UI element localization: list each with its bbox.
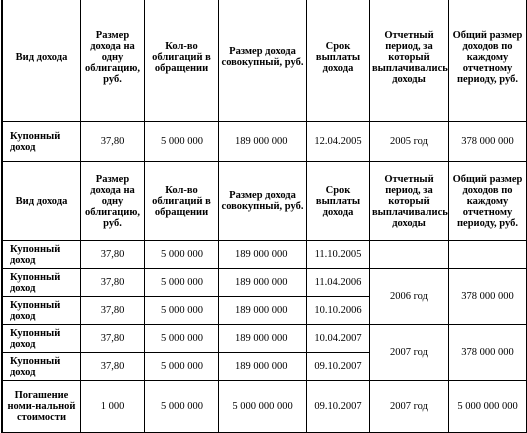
total-income-cell: 5 000 000 000 <box>219 381 307 433</box>
table-row <box>3 122 527 162</box>
income-type-cell: Погашение номи-нальной стоимости <box>3 381 81 433</box>
payment-date-cell: 10.10.2006 <box>307 297 370 325</box>
reporting-period-cell: 2007 год <box>370 325 449 381</box>
per-bond-cell: 37,80 <box>81 269 145 297</box>
header-period-total: Общий размер доходов по каждому отчетному периоду, руб. <box>449 0 527 122</box>
bond-count-cell: 5 000 000 <box>145 241 219 269</box>
per-bond-cell: 37,80 <box>81 122 145 162</box>
total-income-cell: 189 000 000 <box>219 122 307 162</box>
header-per-bond: Размер дохода на одну облигацию, руб. <box>81 0 145 122</box>
header-reporting-period: Отчетный период, за который выплачивались доходы <box>370 162 449 241</box>
header-total-income: Размер дохода совокупный, руб. <box>219 0 307 122</box>
reporting-period-cell: 2007 год <box>370 381 449 433</box>
header-payment-date: Срок выплаты дохода <box>307 162 370 241</box>
reporting-period-cell <box>370 241 449 269</box>
bond-count-cell: 5 000 000 <box>145 381 219 433</box>
payment-date-cell: 11.10.2005 <box>307 241 370 269</box>
income-type-cell: Купонный доход <box>3 353 81 381</box>
header-income-type: Вид дохода <box>3 0 81 122</box>
header-reporting-period: Отчетный период, за который выплачивались доходы <box>370 0 449 122</box>
payment-date-cell: 09.10.2007 <box>307 353 370 381</box>
income-type-cell: Купонный доход <box>3 241 81 269</box>
per-bond-cell: 37,80 <box>81 353 145 381</box>
header-payment-date: Срок выплаты дохода <box>307 0 370 122</box>
payment-date-cell: 09.10.2007 <box>307 381 370 433</box>
income-type-cell: Купонный доход <box>3 297 81 325</box>
table-header-row <box>3 0 527 122</box>
header-per-bond: Размер дохода на одну облигацию, руб. <box>81 162 145 241</box>
header-period-total: Общий размер доходов по каждому отчетному периоду, руб. <box>449 162 527 241</box>
bond-count-cell: 5 000 000 <box>145 353 219 381</box>
table-row <box>3 381 527 433</box>
period-total-cell: 5 000 000 000 <box>449 381 527 433</box>
period-total-cell: 378 000 000 <box>449 325 527 381</box>
per-bond-cell: 37,80 <box>81 297 145 325</box>
payment-date-cell: 12.04.2005 <box>307 122 370 162</box>
total-income-cell: 189 000 000 <box>219 241 307 269</box>
bond-count-cell: 5 000 000 <box>145 297 219 325</box>
bond-count-cell: 5 000 000 <box>145 122 219 162</box>
header-bond-count: Кол-во облигаций в обращении <box>145 0 219 122</box>
income-type-cell: Купонный доход <box>3 325 81 353</box>
table-row <box>3 325 527 353</box>
bond-count-cell: 5 000 000 <box>145 269 219 297</box>
header-income-type: Вид дохода <box>3 162 81 241</box>
table-header-row-repeat <box>3 162 527 241</box>
table-row <box>3 269 527 297</box>
header-total-income: Размер дохода совокупный, руб. <box>219 162 307 241</box>
table-row <box>3 241 527 269</box>
bond-income-table <box>1 0 527 433</box>
header-bond-count: Кол-во облигаций в обращении <box>145 162 219 241</box>
income-type-cell: Купонный доход <box>3 269 81 297</box>
per-bond-cell: 37,80 <box>81 241 145 269</box>
period-total-cell <box>449 241 527 269</box>
total-income-cell: 189 000 000 <box>219 325 307 353</box>
payment-date-cell: 11.04.2006 <box>307 269 370 297</box>
bond-count-cell: 5 000 000 <box>145 325 219 353</box>
per-bond-cell: 37,80 <box>81 325 145 353</box>
period-total-cell: 378 000 000 <box>449 122 527 162</box>
total-income-cell: 189 000 000 <box>219 297 307 325</box>
period-total-cell: 378 000 000 <box>449 269 527 325</box>
reporting-period-cell: 2005 год <box>370 122 449 162</box>
income-type-cell: Купонный доход <box>3 122 81 162</box>
per-bond-cell: 1 000 <box>81 381 145 433</box>
payment-date-cell: 10.04.2007 <box>307 325 370 353</box>
total-income-cell: 189 000 000 <box>219 269 307 297</box>
reporting-period-cell: 2006 год <box>370 269 449 325</box>
total-income-cell: 189 000 000 <box>219 353 307 381</box>
